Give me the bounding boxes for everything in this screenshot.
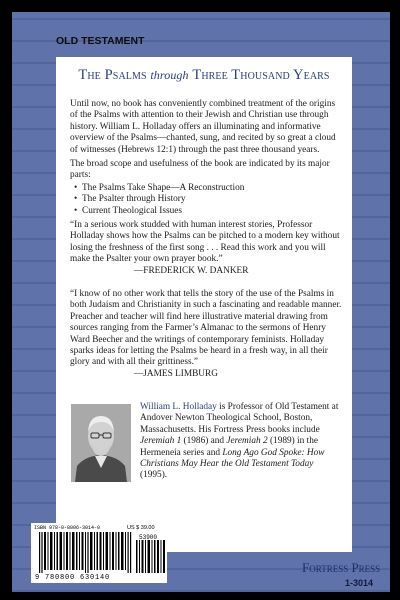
quote-author: —JAMES LIMBURG <box>134 368 218 379</box>
quote-text: “In a serious work studded with human interest stories, Professor Holladay shows how the Psalms can be pitched to a modern key without losing the freshness of the first song . . . Read this work and you will make the Psalter your own prayer book.” <box>70 220 340 265</box>
book-back-cover <box>12 12 390 592</box>
description-panel <box>56 57 352 552</box>
price-addon-code: 53900 <box>139 534 158 541</box>
title-part-3: Three Thousand Years <box>192 67 330 83</box>
barcode-label <box>31 523 167 583</box>
endorsement-quote <box>70 220 342 277</box>
parts-list <box>76 183 342 217</box>
barcode-number: 9 780800 630140 <box>35 574 111 582</box>
bio-text: is Professor of Old Testament at Andover Newton Theological School, Boston, Massachusetts. His Fortress Press books include <box>140 402 339 435</box>
quote-author: —FREDERICK W. DANKER <box>134 265 249 276</box>
list-item: • The Psalter through History <box>76 194 342 205</box>
bio-text: (1986) and <box>181 436 227 447</box>
title-part-2: through <box>150 68 189 82</box>
scope-section <box>70 159 342 217</box>
section-label: OLD TESTAMENT <box>56 35 145 47</box>
list-item: • The Psalms Take Shape—A Reconstruction <box>76 183 342 194</box>
bio-text: (1989) in the Hermeneia series and <box>140 436 318 458</box>
author-name: William L. Holladay <box>140 402 217 412</box>
list-item: • Current Theological Issues <box>76 206 342 217</box>
author-photo <box>71 404 131 482</box>
quote-text: “I know of no other work that tells the story of the use of the Psalms in both Judaism and Christianity in such a fascinating and readable manner. Preacher and teacher will find here illustrative material drawing from sources ranging from the Farmer’s Almanac to the sermons of Henry Ward Beecher and the writings of contemporary feminists. Holladay sparks ideas for letting the Psalms be heard in a fresh way, in all their glory and with all their grittiness.” <box>70 289 342 368</box>
title-part-1: The Psalms <box>78 67 147 83</box>
price-text: US $ 39.00 <box>127 525 155 531</box>
book-title-ref: Long Ago God Spoke: How Christians May Hear the Old Testament Today <box>140 447 325 470</box>
intro-paragraph: Until now, no book has conveniently combined treatment of the origins of the Psalms with attention to their Jewish and Christian use through history. William L. Holladay offers an illuminating and informative overview of the Psalms—chanted, sung, and recited by so great a cloud of witnesses (Hebrews 12:1) through the past three thousand years. <box>70 99 336 155</box>
isbn-text: ISBN 978-0-8006-3014-0 <box>34 525 101 531</box>
endorsement-quote <box>70 289 342 380</box>
book-title-ref: Jeremiah 1 <box>140 436 182 447</box>
publisher-logo-text: Fortress Press <box>302 560 381 575</box>
book-title <box>56 67 352 84</box>
author-bio <box>140 402 342 482</box>
scope-lead: The broad scope and usefulness of the book are indicated by its major parts: <box>70 159 330 181</box>
bio-text: (1995). <box>140 470 168 481</box>
book-title-ref: Jeremiah 2 <box>226 436 268 447</box>
catalog-number: 1-3014 <box>345 578 374 588</box>
